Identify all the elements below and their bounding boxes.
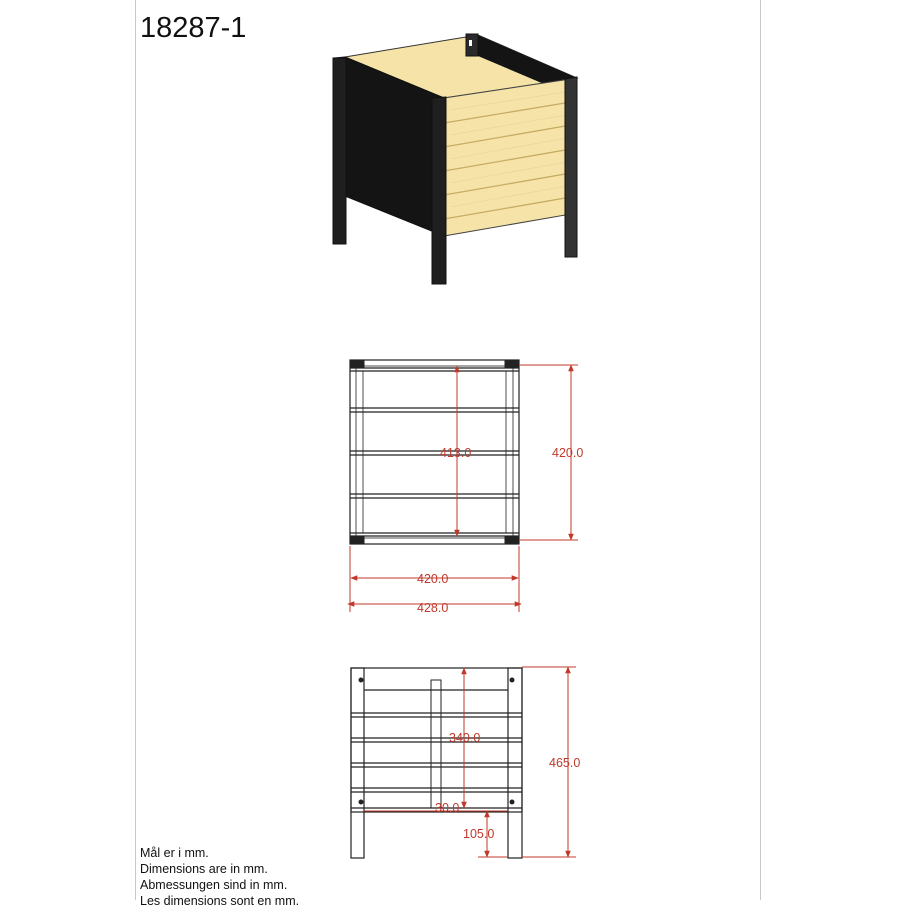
drawing-number: 18287-1 (140, 12, 247, 44)
bolt-hole (469, 40, 472, 46)
units-note-de: Abmessungen sind in mm. (140, 878, 288, 892)
top-view-dimensions (348, 365, 578, 612)
dim-slat-gap: 30.0 (435, 801, 460, 815)
units-note-no: Mål er i mm. (140, 846, 209, 860)
units-note-en: Dimensions are in mm. (140, 862, 268, 876)
dim-inner-width: 420.0 (417, 572, 449, 586)
front-left-leg (432, 97, 446, 284)
back-left-leg (333, 58, 346, 244)
center-cleat (431, 680, 441, 808)
front-wood-panel (444, 78, 577, 236)
side-view (351, 668, 522, 858)
top-view-outline (350, 360, 519, 544)
dim-leg-height: 105.0 (463, 827, 495, 841)
dim-outer-width: 428.0 (417, 601, 449, 615)
isometric-view (333, 34, 577, 284)
dim-inner-depth: 413.0 (440, 446, 472, 460)
dim-panel-height: 340.0 (449, 731, 481, 745)
front-right-leg (565, 77, 577, 257)
units-note-fr: Les dimensions sont en mm. (140, 894, 300, 908)
top-view (350, 360, 519, 544)
dim-total-height: 465.0 (549, 756, 581, 770)
dim-depth: 420.0 (552, 446, 584, 460)
